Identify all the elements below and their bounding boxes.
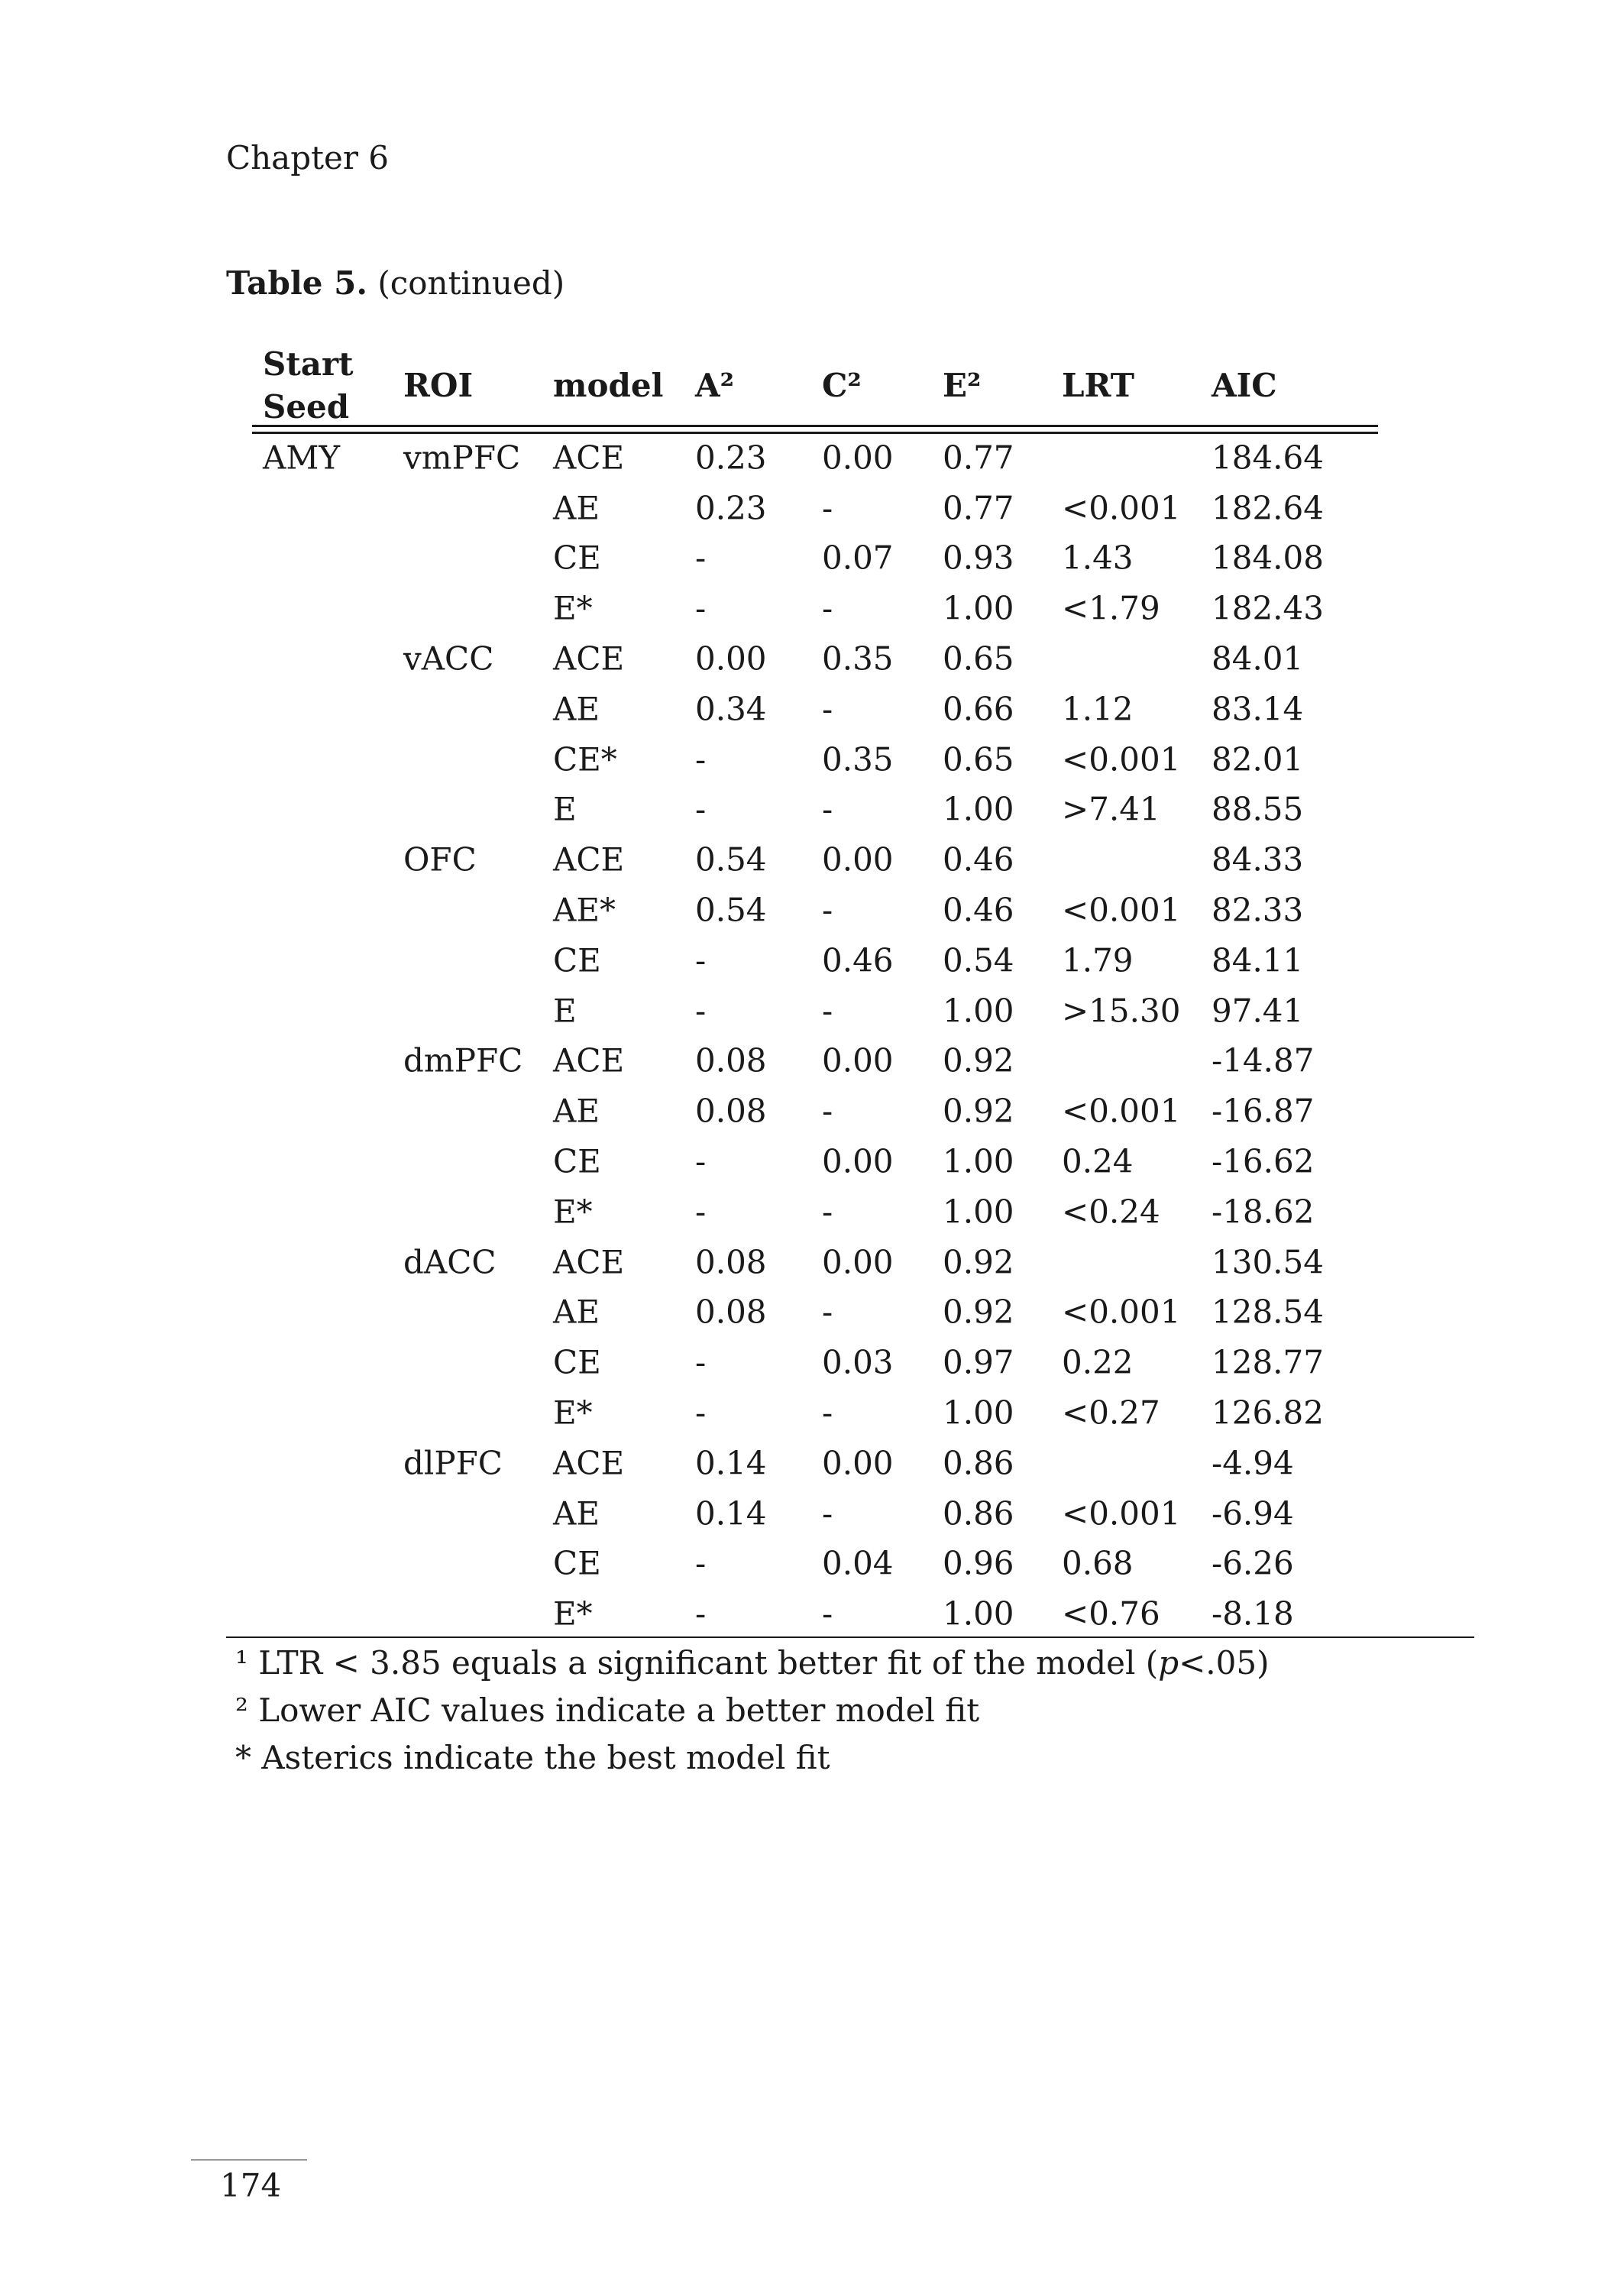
cell-lrt: <0.24 [1062,1193,1160,1231]
table-body [226,432,1474,1639]
table-bottom-rule [226,1636,1474,1638]
table-row [226,432,1474,483]
cell-roi: vmPFC [403,439,521,477]
cell-model: CE [553,1142,601,1180]
table-caption [226,264,565,302]
cell-e: 0.46 [943,840,1014,879]
cell-e: 0.86 [943,1494,1014,1533]
cell-lrt: 0.24 [1062,1142,1134,1180]
cell-aic: 182.64 [1212,489,1324,527]
cell-aic: -6.26 [1212,1544,1294,1582]
header-roi: ROI [403,367,474,404]
cell-lrt: <0.001 [1062,1293,1181,1331]
cell-c: - [822,1494,833,1533]
cell-c: 0.07 [822,539,894,577]
cell-c: - [822,589,833,627]
cell-roi: vACC [403,639,494,678]
cell-lrt: <0.001 [1062,1494,1181,1533]
cell-c: 0.03 [822,1343,894,1381]
cell-c: 0.00 [822,840,894,879]
cell-model: CE [553,1343,601,1381]
table-row [226,1387,1474,1438]
cell-model: CE* [553,740,617,779]
cell-aic: 82.01 [1212,740,1304,779]
header-start-seed-line1: Start [263,345,354,383]
table-row [226,986,1474,1036]
cell-e: 0.66 [943,690,1014,728]
cell-c: - [822,790,833,828]
table-row [226,1237,1474,1287]
table-row [226,483,1474,533]
cell-e: 0.92 [943,1293,1014,1331]
table-row [226,785,1474,835]
cell-a: 0.00 [695,639,767,678]
cell-c: - [822,992,833,1030]
cell-c: - [822,1594,833,1633]
cell-e: 0.54 [943,941,1014,979]
cell-a: 0.14 [695,1444,767,1482]
header-lrt: LRT [1062,367,1134,404]
cell-e: 1.00 [943,1394,1014,1432]
cell-model: CE [553,941,601,979]
cell-lrt: <0.27 [1062,1394,1160,1432]
table-row [226,1086,1474,1136]
table-row [226,1337,1474,1387]
table-row [226,1488,1474,1539]
cell-lrt: 1.12 [1062,690,1134,728]
cell-model: AE [553,489,600,527]
cell-a: 0.08 [695,1092,767,1130]
note-lrt-suffix: <.05) [1179,1644,1270,1682]
table-row [226,1438,1474,1488]
cell-model: ACE [553,639,625,678]
cell-e: 1.00 [943,790,1014,828]
cell-model: E* [553,1193,593,1231]
header-start-seed [263,343,353,429]
table-caption-text: (continued) [367,264,565,302]
note-aic: ² Lower AIC values indicate a better model fit [235,1691,980,1729]
cell-model: AE* [553,891,616,929]
cell-lrt: 0.68 [1062,1544,1134,1582]
cell-aic: 97.41 [1212,992,1304,1030]
header-e: E² [943,367,982,404]
cell-model: AE [553,1494,600,1533]
cell-c: - [822,489,833,527]
cell-aic: -14.87 [1212,1041,1315,1080]
cell-model: ACE [553,1041,625,1080]
cell-a: 0.23 [695,439,767,477]
cell-lrt: >15.30 [1062,992,1181,1030]
cell-e: 0.93 [943,539,1014,577]
cell-lrt: <0.76 [1062,1594,1160,1633]
cell-a: - [695,790,707,828]
cell-c: 0.46 [822,941,894,979]
cell-c: 0.35 [822,639,894,678]
cell-a: - [695,589,707,627]
cell-e: 1.00 [943,992,1014,1030]
header-a: A² [695,367,734,404]
cell-a: - [695,1193,707,1231]
cell-aic: 82.33 [1212,891,1304,929]
cell-e: 1.00 [943,1142,1014,1180]
running-header: Chapter 6 [226,139,389,176]
cell-aic: -8.18 [1212,1594,1294,1633]
cell-c: 0.00 [822,1243,894,1281]
cell-lrt: <0.001 [1062,891,1181,929]
cell-aic: 184.08 [1212,539,1324,577]
cell-aic: 130.54 [1212,1243,1324,1281]
cell-aic: 88.55 [1212,790,1304,828]
cell-aic: -6.94 [1212,1494,1294,1533]
cell-aic: 126.82 [1212,1394,1324,1432]
cell-lrt: <1.79 [1062,589,1160,627]
cell-a: - [695,1544,707,1582]
cell-e: 0.96 [943,1544,1014,1582]
cell-model: E [553,790,577,828]
cell-a: - [695,992,707,1030]
cell-c: 0.00 [822,1041,894,1080]
cell-e: 0.65 [943,639,1014,678]
cell-model: ACE [553,439,625,477]
cell-a: 0.34 [695,690,767,728]
cell-lrt: 1.43 [1062,539,1134,577]
cell-aic: 84.33 [1212,840,1304,879]
cell-e: 1.00 [943,589,1014,627]
cell-lrt: <0.001 [1062,740,1181,779]
cell-a: - [695,1594,707,1633]
cell-model: AE [553,1293,600,1331]
cell-aic: 128.54 [1212,1293,1324,1331]
cell-a: 0.23 [695,489,767,527]
cell-c: - [822,891,833,929]
cell-lrt: 1.79 [1062,941,1134,979]
cell-a: 0.54 [695,891,767,929]
cell-aic: -16.62 [1212,1142,1315,1180]
table-row [226,935,1474,986]
cell-lrt: >7.41 [1062,790,1160,828]
cell-model: AE [553,1092,600,1130]
cell-c: - [822,1293,833,1331]
cell-a: - [695,1142,707,1180]
cell-aic: 84.01 [1212,639,1304,678]
table-row [226,1036,1474,1086]
cell-model: ACE [553,1444,625,1482]
table-row [226,684,1474,734]
cell-e: 0.77 [943,489,1014,527]
cell-e: 0.77 [943,439,1014,477]
cell-lrt: 0.22 [1062,1343,1134,1381]
table-row [226,1588,1474,1639]
cell-e: 1.00 [943,1193,1014,1231]
cell-seed: AMY [263,439,341,477]
table-row [226,734,1474,785]
cell-aic: 84.11 [1212,941,1304,979]
cell-model: CE [553,539,601,577]
header-c: C² [822,367,862,404]
table-header [226,336,1474,435]
header-aic: AIC [1212,367,1277,404]
cell-model: E [553,992,577,1030]
cell-model: ACE [553,1243,625,1281]
cell-e: 0.65 [943,740,1014,779]
cell-a: 0.14 [695,1494,767,1533]
cell-a: - [695,1343,707,1381]
cell-a: - [695,1394,707,1432]
cell-roi: OFC [403,840,477,879]
cell-roi: dACC [403,1243,497,1281]
cell-e: 1.00 [943,1594,1014,1633]
cell-aic: 128.77 [1212,1343,1324,1381]
cell-e: 0.86 [943,1444,1014,1482]
cell-c: 0.00 [822,1142,894,1180]
header-start-seed-line2: Seed [263,388,350,426]
table-header-row [226,336,1474,435]
table-row [226,834,1474,885]
cell-a: - [695,539,707,577]
cell-lrt: <0.001 [1062,1092,1181,1130]
table-row [226,1539,1474,1589]
cell-c: - [822,1193,833,1231]
cell-a: 0.08 [695,1041,767,1080]
cell-a: - [695,740,707,779]
header-model: model [553,367,664,404]
cell-roi: dlPFC [403,1444,503,1482]
note-lrt-italic: p [1158,1644,1179,1682]
cell-aic: 182.43 [1212,589,1324,627]
cell-aic: -16.87 [1212,1092,1315,1130]
cell-c: - [822,1394,833,1432]
table-row [226,633,1474,684]
note-lrt [235,1640,1269,1687]
cell-c: 0.35 [822,740,894,779]
table-notes [235,1640,1269,1782]
table-row [226,1287,1474,1338]
note-asterisk: * Asterics indicate the best model fit [235,1739,830,1776]
cell-c: - [822,1092,833,1130]
page-number: 174 [220,2167,282,2204]
table-row [226,1136,1474,1186]
cell-a: 0.54 [695,840,767,879]
cell-aic: 184.64 [1212,439,1324,477]
cell-model: E* [553,589,593,627]
cell-c: 0.04 [822,1544,894,1582]
cell-model: CE [553,1544,601,1582]
cell-model: AE [553,690,600,728]
cell-a: 0.08 [695,1243,767,1281]
cell-model: E* [553,1594,593,1633]
table-row [226,533,1474,584]
table-caption-label: Table 5. [226,264,367,302]
cell-c: - [822,690,833,728]
cell-e: 0.92 [943,1243,1014,1281]
cell-model: E* [553,1394,593,1432]
table-row [226,1186,1474,1237]
footer-rule [191,2159,307,2161]
cell-c: 0.00 [822,1444,894,1482]
cell-e: 0.92 [943,1092,1014,1130]
cell-model: ACE [553,840,625,879]
cell-e: 0.46 [943,891,1014,929]
cell-roi: dmPFC [403,1041,523,1080]
cell-e: 0.92 [943,1041,1014,1080]
cell-a: 0.08 [695,1293,767,1331]
note-lrt-prefix: ¹ LTR < 3.85 equals a significant better fit of the model ( [235,1644,1159,1682]
cell-aic: -4.94 [1212,1444,1294,1482]
cell-e: 0.97 [943,1343,1014,1381]
table-row [226,885,1474,935]
cell-aic: 83.14 [1212,690,1304,728]
table-row [226,583,1474,633]
cell-c: 0.00 [822,439,894,477]
cell-lrt: <0.001 [1062,489,1181,527]
cell-a: - [695,941,707,979]
cell-aic: -18.62 [1212,1193,1315,1231]
